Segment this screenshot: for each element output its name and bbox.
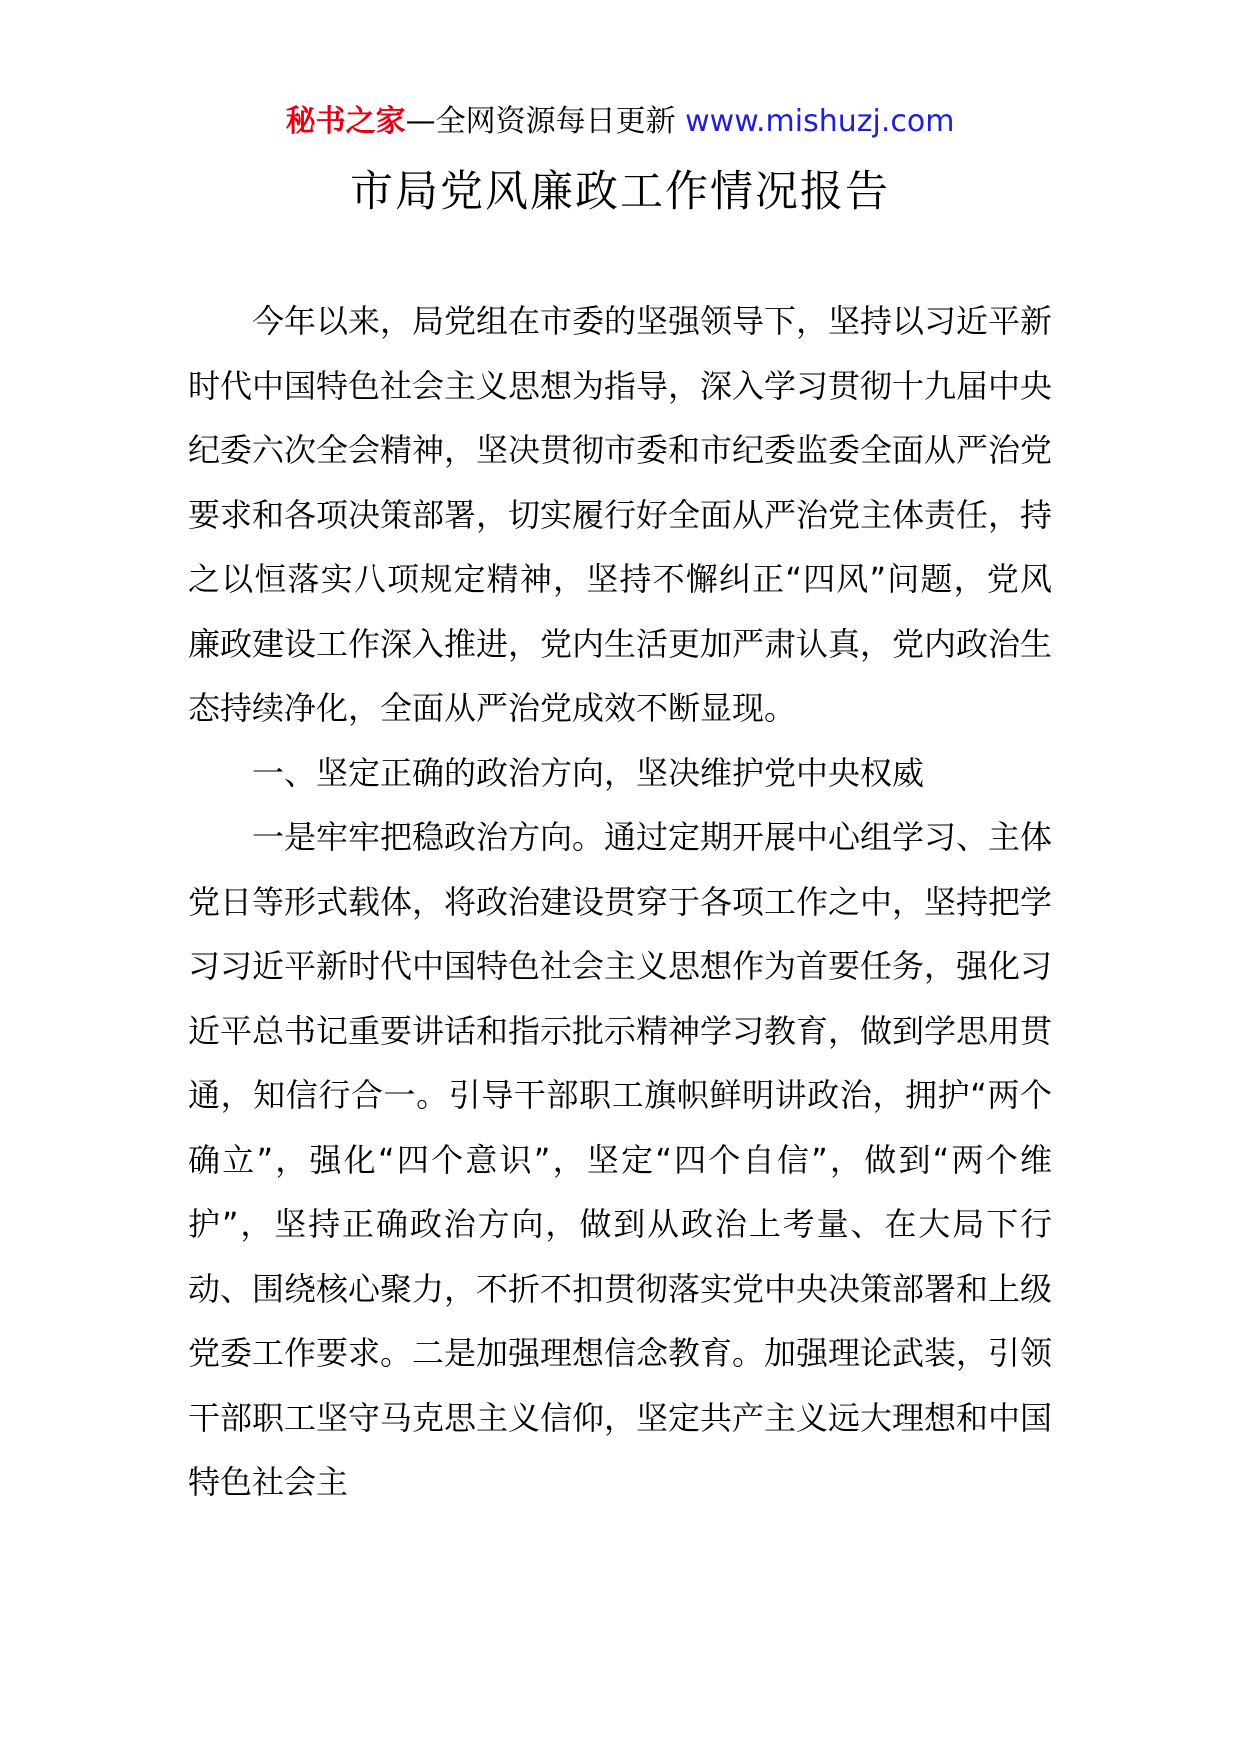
brand-name: 秘书之家	[285, 104, 406, 139]
section-heading: 一、坚定正确的政治方向，坚决维护党中央权威	[252, 753, 925, 792]
document-body	[188, 289, 1052, 1515]
body-paragraph: 一是牢牢把稳政治方向。通过定期开展中心组学习、主体党日等形式载体，将政治建设贯穿于各项工作之中，坚持把学习习近平新时代中国特色社会主义思想作为首要任务，强化习近平总书记重要讲话和指示批示精神学习教育，做到学思用贯通，知信行合一。引导干部职工旗帜鲜明讲政治，拥护“两个确立”，强化“四个意识”，坚定“四个自信”，做到“两个维护”，坚持正确政治方向，做到从政治上考量、在大局下行动、围绕核心聚力，不折不扣贯彻落实党中央决策部署和上级党委工作要求。二是加强理想信念教育。加强理论武装，引领干部职工坚守马克思主义信仰，坚定共产主义远大理想和中国特色社会主	[188, 818, 1053, 1501]
document-title: 市局党风廉政工作情况报告	[350, 167, 890, 217]
header-tagline: —全网资源每日更新	[405, 104, 686, 139]
site-header	[0, 100, 1240, 144]
intro-paragraph: 今年以来，局党组在市委的坚强领导下，坚持以习近平新时代中国特色社会主义思想为指导，深入学习贯彻十九届中央纪委六次全会精神，坚决贯彻市委和市纪委监委全面从严治党要求和各项决策部署，切实履行好全面从严治党主体责任，持之以恒落实八项规定精神，坚持不懈纠正“四风”问题，党风廉政建设工作深入推进，党内生活更加严肃认真，党内政治生态持续净化，全面从严治党成效不断显现。	[188, 302, 1053, 727]
site-url-link[interactable]: www.mishuzj.com	[685, 104, 955, 139]
